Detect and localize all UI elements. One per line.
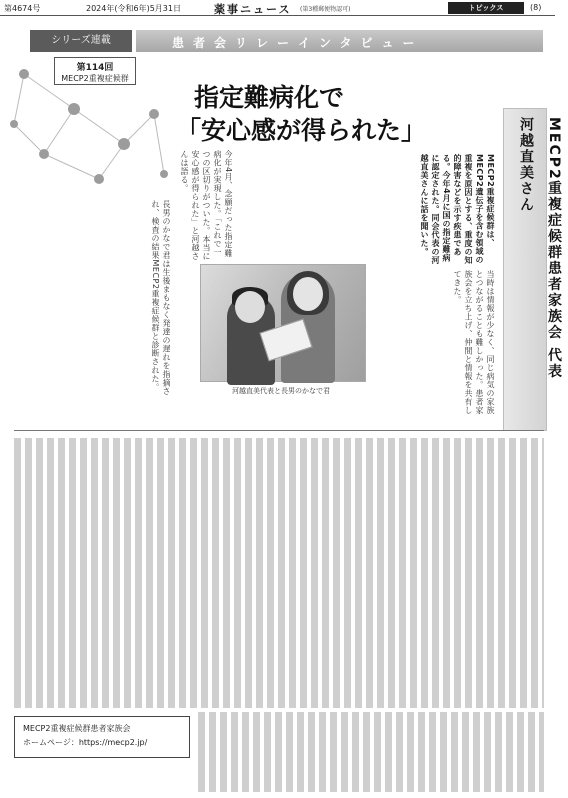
episode-number: 第114回 bbox=[76, 63, 114, 73]
photo-figure-adult-head bbox=[293, 277, 323, 311]
section-label: トピックス bbox=[448, 2, 524, 14]
interviewee-banner-text bbox=[512, 117, 568, 380]
info-homepage: ホームページ：https://mecp2.jp/ bbox=[23, 738, 148, 747]
series-title: 患者会リレーインタビュー bbox=[172, 36, 424, 50]
headline-line-2: 「安心感が得られた」 bbox=[176, 116, 427, 145]
network-node bbox=[39, 149, 49, 159]
interview-photo bbox=[200, 264, 366, 382]
interviewee-banner bbox=[503, 108, 562, 431]
publication-date: 2024年(令和6年)5月31日 bbox=[86, 4, 181, 13]
network-node bbox=[68, 103, 80, 115]
page-header bbox=[0, 0, 555, 16]
article-column: 長男のかなで君は生後まもなく発達の遅れを指摘され、検査の結果MECP2重複症候群と診断された。 bbox=[151, 200, 171, 396]
series-tag: シリーズ連載 bbox=[30, 30, 134, 52]
photo-caption: 河越直美代表と長男のかなで君 bbox=[232, 387, 330, 395]
episode-topic: MECP2重複症候群 bbox=[61, 74, 129, 83]
organization-name: MECP2重複症候群患者家族会 代表 bbox=[546, 117, 562, 380]
organization-info-box bbox=[14, 716, 190, 758]
network-node bbox=[10, 120, 18, 128]
masthead: 薬事ニュース bbox=[214, 3, 292, 16]
article-body-columns-bottom bbox=[198, 712, 544, 792]
network-node bbox=[149, 109, 159, 119]
issue-number: 第4674号 bbox=[4, 4, 41, 13]
photo-figure-child-head bbox=[235, 291, 265, 323]
episode-box bbox=[54, 57, 136, 85]
lead-paragraph: MECP2重複症候群は、MECP2遺伝子を含む領域の重複を原因とする、重度の知的障害などを示す疾患である。今年4月に国の指定難病に認定された。同会代表の河越直美さんに話を聞いた。 bbox=[420, 154, 495, 265]
info-org-name: MECP2重複症候群患者家族会 bbox=[23, 724, 131, 733]
headline-line-1: 指定難病化で bbox=[194, 83, 345, 112]
network-node bbox=[160, 170, 168, 178]
network-node bbox=[94, 174, 104, 184]
postal-note: (第3種郵便物認可) bbox=[300, 6, 351, 13]
section-divider bbox=[14, 430, 544, 431]
page-number: (8) bbox=[530, 3, 542, 12]
article-column: 今年4月、念願だった指定難病化が実現した。「これで一つの区切りがついた。本当に安心感が得られた」と河越さんは語る。 bbox=[180, 150, 233, 261]
interviewee-name: 河越直美さん bbox=[518, 117, 534, 213]
network-node bbox=[118, 138, 130, 150]
article-column: 当時は情報が少なく、同じ病気の家族とつながることも難しかった。患者家族会を立ち上げ、仲間と情報を共有してきた。 bbox=[453, 270, 495, 415]
network-node bbox=[19, 69, 29, 79]
series-title-band bbox=[136, 30, 543, 52]
headline bbox=[176, 82, 426, 148]
